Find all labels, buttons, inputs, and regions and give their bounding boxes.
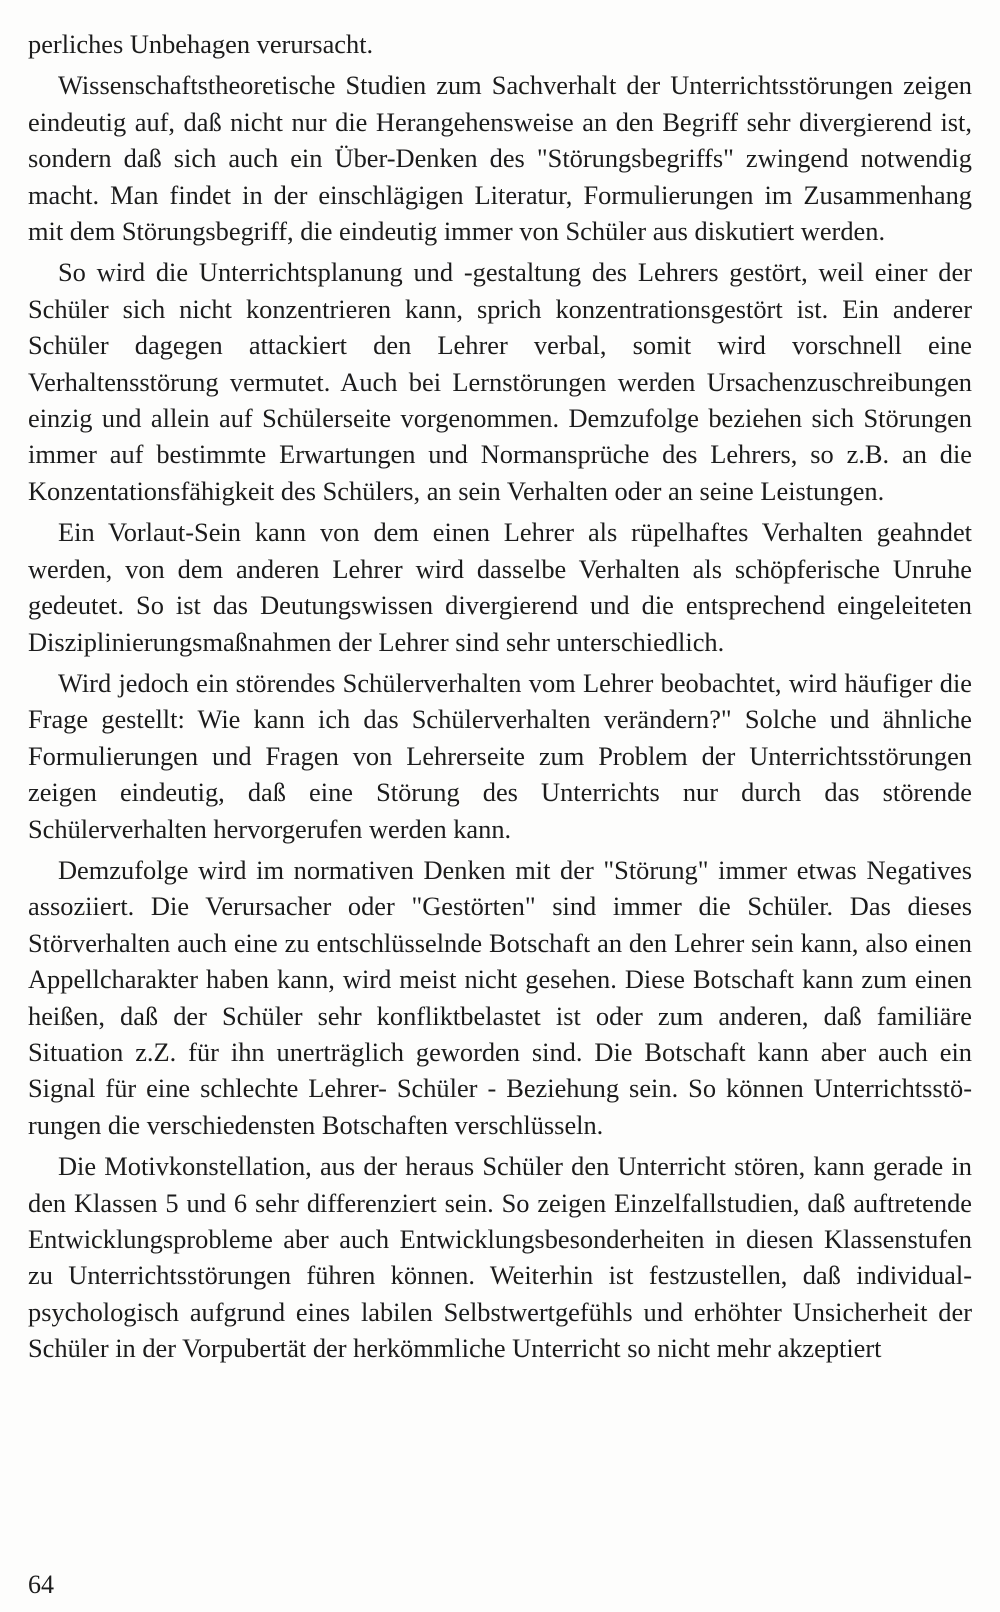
paragraph: Ein Vorlaut-Sein kann von dem einen Lehrer als rüpelhaftes Verhalten geahndet werden, von dem anderen Lehrer wird dasselbe Verhalten als schöpferische Unruhe gedeutet. So ist das Deutungswissen divergierend und die entsprechend eingeleiteten Disziplinierungsmaßnahmen der Lehrer sind sehr unterschiedlich. [28,517,972,657]
paragraph: So wird die Unterrichtsplanung und -gestaltung des Lehrers gestört, weil einer der Schüler sich nicht konzentrieren kann, sprich konzentrationsgestört ist. Ein anderer Schüler dagegen attackiert den Lehrer verbal, somit wird vorschnell eine Verhaltensstörung vermutet. Auch bei Lernstörungen werden Ursachenzuschreibungen einzig und allein auf Schülerseite vorgenommen. Demzufolge beziehen sich Störungen immer auf bestimmte Erwartungen und Normansprüche des Lehrers, so z.B. an die Konzentationsfähigkeit des Schülers, an sein Verhalten oder an seine Leistungen. [28,257,972,506]
paragraph: Wissenschaftstheoretische Studien zum Sachverhalt der Unterrichtsstörungen zeigen eindeutig auf, daß nicht nur die Herangehensweise an den Begriff sehr divergierend ist, sondern daß sich auch ein Über-Denken des "Störungsbegriffs" zwingend notwendig macht. Man findet in der einschlägigen Literatur, Formulierungen im Zusammenhang mit dem Störungsbegriff, die eindeutig immer von Schüler aus diskutiert werden. [28,70,972,247]
body-text [28,26,972,1372]
paragraph: Demzufolge wird im normativen Denken mit der "Störung" immer etwas Negatives assoziiert. Die Verursacher oder "Gestörten" sind immer die Schüler. Das dieses Störverhalten auch eine zu entschlüsselnde Botschaft an den Lehrer sein kann, also einen Appellcharakter haben kann, wird meist nicht gesehen. Diese Botschaft kann zum einen heißen, daß der Schüler sehr konfliktbelastet ist oder zum anderen, daß familiäre Situation z.Z. für ihn unerträglich geworden sind. Die Botschaft kann aber auch ein Signal für eine schlechte Lehrer- Schüler - Beziehung sein. So können Unterrichtsstörungen die verschiedensten Botschaften verschlüsseln. [28,854,972,1140]
paragraph-last: Die Motivkonstellation, aus der heraus Schüler den Unterricht stören, kann gerade in den Klassen 5 und 6 sehr differenziert sein. So zeigen Einzelfallstudien, daß auftretende Entwicklungsprobleme aber auch Entwicklungsbesonderheiten in diesen Klassenstufen zu Unterrichtsstörungen führen können. Weiterhin ist festzustellen, daß individual-psychologisch aufgrund eines labilen Selbstwertgefühls und erhöhter Unsicherheit der Schüler in der Vorpubertät der herkömmliche Unterricht so nicht mehr akzeptiert [28,1151,972,1364]
page-number: 64 [28,1570,54,1599]
paragraph: Wird jedoch ein störendes Schülerverhalten vom Lehrer beobachtet, wird häufiger die Frage gestellt: Wie kann ich das Schülerverhalten verändern?" Solche und ähnliche Formulierungen und Fragen von Lehrerseite zum Problem der Unterrichtsstörungen zeigen eindeutig, daß eine Störung des Unterrichts nur durch das störende Schülerverhalten hervorgerufen werden kann. [28,667,972,844]
paragraph-continued: perliches Unbehagen verursacht. [28,29,374,59]
